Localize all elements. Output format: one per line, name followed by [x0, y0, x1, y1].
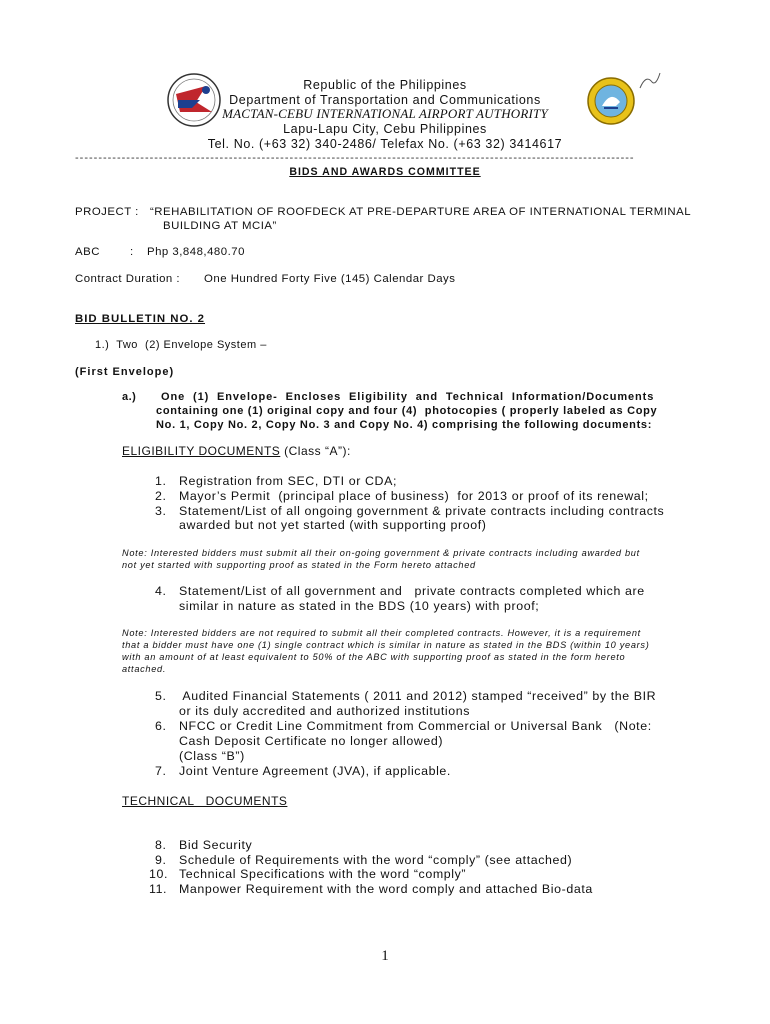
bulletin-title: BID BULLETIN NO. 2	[75, 313, 206, 325]
first-envelope-heading: (First Envelope)	[75, 366, 175, 378]
page-number: 1	[381, 948, 389, 964]
note-completed-line1: Note: Interested bidders are not required to submit all their completed contracts. However, it is a requirement	[122, 628, 641, 638]
abc-value: Php 3,848,480.70	[147, 246, 245, 258]
eligibility-class: (Class “A”):	[280, 444, 351, 458]
note-completed-line3: with an amount of at least equivalent to 50% of the ABC with supporting proof as stated in the form hereto	[122, 652, 626, 662]
note-completed-line4: attached.	[122, 664, 167, 674]
contract-duration-value: One Hundred Forty Five (145) Calendar Days	[204, 273, 456, 285]
abc-separator: :	[130, 246, 134, 258]
header-republic: Republic of the Philippines	[303, 78, 467, 92]
abc-label: ABC	[75, 246, 100, 258]
header-city: Lapu-Lapu City, Cebu Philippines	[283, 122, 487, 136]
technical-heading: TECHNICAL DOCUMENTS	[122, 794, 288, 808]
project-label: PROJECT :	[75, 206, 139, 218]
note-completed-line2: that a bidder must have one (1) single contract which is similar in nature as stated in the BDS (within 10 years)	[122, 640, 650, 650]
eligibility-heading: ELIGIBILITY DOCUMENTS	[122, 444, 281, 458]
item-a-line2: containing one (1) original copy and four (4) photocopies ( properly labeled as Copy	[156, 405, 658, 417]
contract-duration-label: Contract Duration :	[75, 273, 181, 285]
eligibility-heading-row	[122, 444, 351, 458]
header-department: Department of Transportation and Communications	[229, 93, 541, 107]
header-contact: Tel. No. (+63 32) 340-2486/ Telefax No. (+63 32) 3414617	[207, 137, 563, 151]
project-value-line1: “REHABILITATION OF ROOFDECK AT PRE-DEPARTURE AREA OF INTERNATIONAL TERMINAL	[150, 206, 692, 218]
item-a-marker: a.)	[122, 391, 137, 403]
header-divider: ------------------------------------------------------------------------------------------------------------------------	[75, 152, 635, 164]
committee-title: BIDS AND AWARDS COMMITTEE	[289, 166, 481, 178]
project-value-line2: BUILDING AT MCIA”	[163, 220, 277, 232]
note-ongoing-line1: Note: Interested bidders must submit all their on-going government & private contracts including awarded but	[122, 548, 640, 558]
item-a-line1: One (1) Envelope- Encloses Eligibility and Technical Information/Documents	[161, 391, 655, 403]
item-a-line3: No. 1, Copy No. 2, Copy No. 3 and Copy No. 4) comprising the following documents:	[156, 419, 653, 431]
note-ongoing-line2: not yet started with supporting proof as stated in the Form hereto attached	[122, 560, 476, 570]
header-authority: MACTAN-CEBU INTERNATIONAL AIRPORT AUTHORITY	[222, 106, 548, 121]
envelope-system: 1.) Two (2) Envelope System –	[95, 339, 267, 351]
